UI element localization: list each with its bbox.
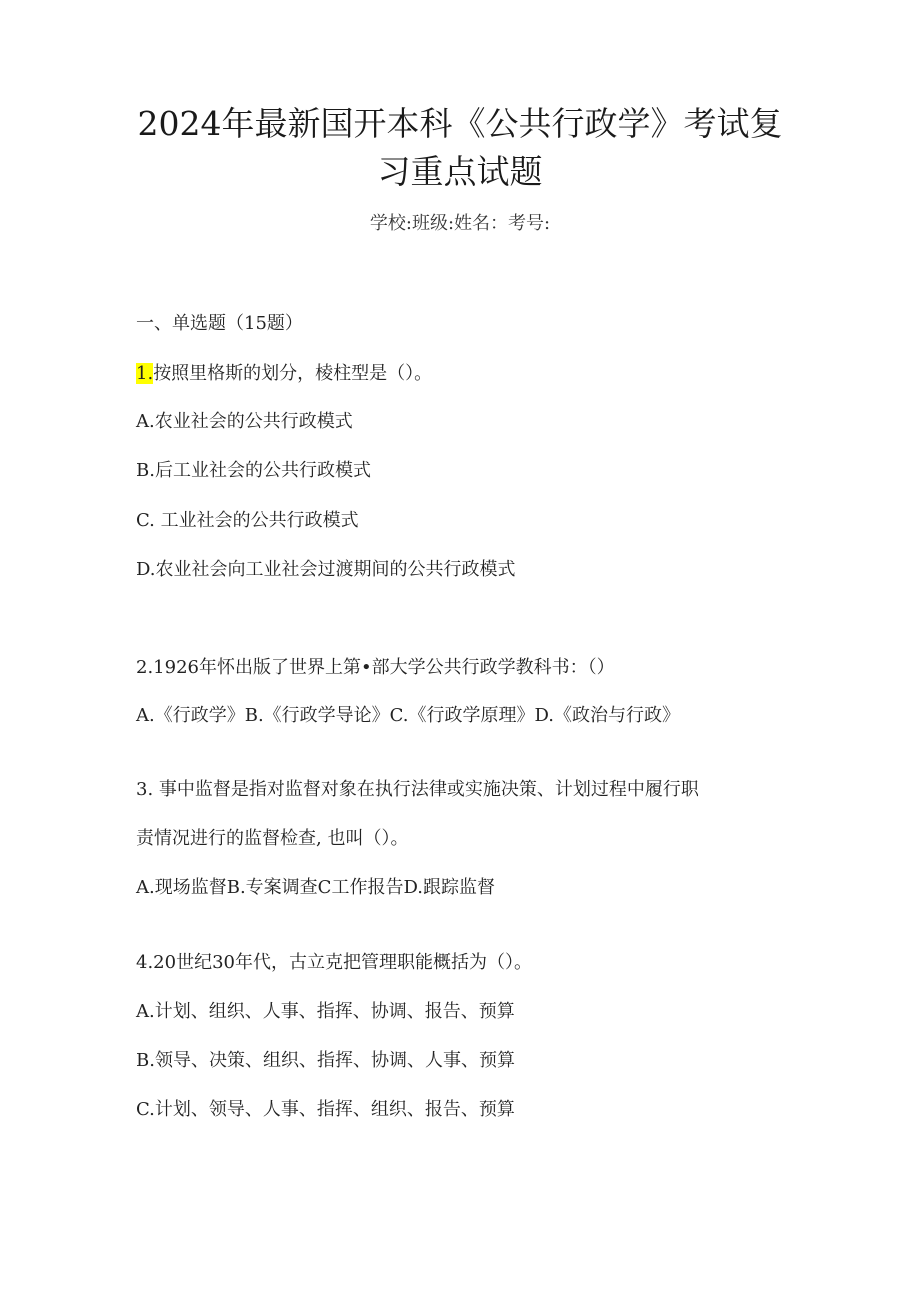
question-3-stem-line-1: 3. 事中监督是指对监督对象在执行法律或实施决策、计划过程中履行职 <box>136 779 699 800</box>
question-3-stem-line-2: 责情况进行的监督检查, 也叫（）。 <box>136 828 409 849</box>
question-1-option-d: D.农业社会向工业社会过渡期间的公共行政模式 <box>136 559 516 580</box>
question-1-text: 按照里格斯的划分，棱柱型是（）。 <box>153 363 433 384</box>
question-4-option-a: A.计划、组织、人事、指挥、协调、报告、预算 <box>136 1001 515 1022</box>
question-1-option-a: A.农业社会的公共行政模式 <box>136 411 353 432</box>
student-info-line: 学校:班级:姓名：考号: <box>369 213 551 234</box>
page-title-line-2: 习重点试题 <box>377 152 543 191</box>
section-heading: 一、单选题（15题） <box>136 313 303 334</box>
question-2-stem: 2.1926年怀出版了世界上第•部大学公共行政学教科书：（） <box>136 657 615 678</box>
question-4-stem: 4.20世纪30年代，古立克把管理职能概括为（）。 <box>136 952 532 973</box>
page-title-line-1: 2024年最新国开本科《公共行政学》考试复 <box>137 104 783 143</box>
question-1-number: 1. <box>136 363 154 384</box>
question-3-options: A.现场监督B.专案调查C工作报告D.跟踪监督 <box>136 877 495 898</box>
question-1-stem <box>136 360 432 388</box>
question-1-option-c: C. 工业社会的公共行政模式 <box>136 510 359 531</box>
question-1-option-b: B.后工业社会的公共行政模式 <box>136 460 371 481</box>
question-4-option-c: C.计划、领导、人事、指挥、组织、报告、预算 <box>136 1099 515 1120</box>
question-4-option-b: B.领导、决策、组织、指挥、协调、人事、预算 <box>136 1050 515 1071</box>
question-2-options: A.《行政学》B.《行政学导论》C.《行政学原理》D.《政治与行政》 <box>136 705 681 726</box>
